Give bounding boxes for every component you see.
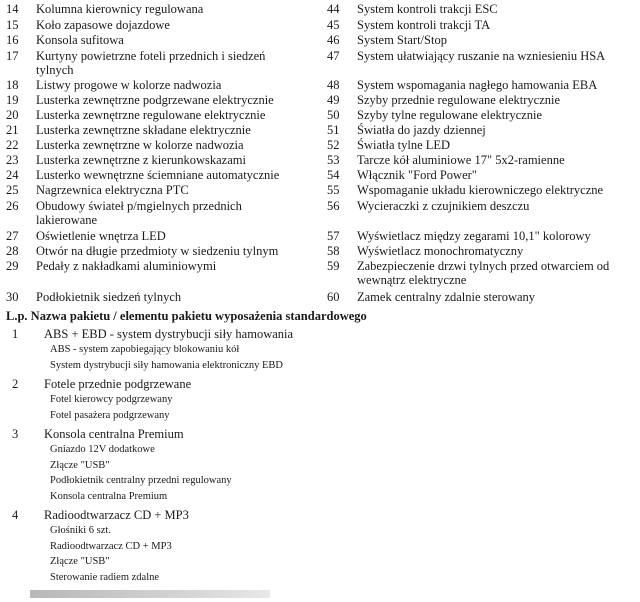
- item-text: Światła tylne LED: [357, 138, 451, 152]
- package-element: System dystrybucji siły hamowania elektroniczny EBD: [50, 359, 283, 371]
- item-text: Lusterka zewnętrzne podgrzewane elektrycznie: [36, 93, 274, 107]
- item-number: 17: [6, 49, 19, 63]
- equipment-row: [327, 168, 637, 182]
- equipment-row: [327, 229, 637, 243]
- cropped-bottom-line: [0, 588, 640, 602]
- package-element: Fotel kierowcy podgrzewany: [50, 394, 173, 405]
- item-text: Szyby tylne regulowane elektrycznie: [357, 108, 542, 122]
- item-text: Nagrzewnica elektryczna PTC: [36, 183, 189, 197]
- item-number: 53: [327, 153, 340, 167]
- item-text: Lusterko wewnętrzne ściemniane automatycznie: [36, 168, 280, 182]
- package-number: 2: [12, 377, 19, 391]
- equipment-row: [327, 123, 637, 137]
- equipment-row: [6, 244, 306, 258]
- package-element: Gniazdo 12V dodatkowe: [50, 444, 155, 455]
- item-text: Listwy progowe w kolorze nadwozia: [36, 78, 222, 92]
- item-number: 15: [6, 18, 19, 32]
- item-text: Wyświetlacz między zegarami 10,1" kolorowy: [357, 229, 591, 243]
- item-text: Obudowy świateł p/mgielnych przednich lakierowane: [36, 199, 242, 228]
- item-text: Wycieraczki z czujnikiem deszczu: [357, 199, 530, 213]
- item-text: Światła do jazdy dziennej: [357, 123, 486, 137]
- item-text: Zamek centralny zdalnie sterowany: [357, 290, 536, 304]
- item-number: 52: [327, 138, 340, 152]
- item-number: 24: [6, 168, 19, 182]
- item-number: 21: [6, 123, 19, 137]
- item-text: Koło zapasowe dojazdowe: [36, 18, 170, 32]
- item-text: Otwór na długie przedmioty w siedzeniu tylnym: [36, 244, 279, 258]
- item-text: Kolumna kierownicy regulowana: [36, 2, 204, 16]
- package-name: Radioodtwarzacz CD + MP3: [44, 508, 189, 522]
- item-number: 46: [327, 33, 340, 47]
- equipment-row: [327, 18, 637, 32]
- item-text: Lusterka zewnętrzne regulowane elektrycznie: [36, 108, 266, 122]
- item-number: 45: [327, 18, 340, 32]
- equipment-row: [327, 138, 637, 152]
- equipment-row: [327, 199, 637, 213]
- item-text: Oświetlenie wnętrza LED: [36, 229, 166, 243]
- item-number: 16: [6, 33, 19, 47]
- cropped-text-fragment: [30, 590, 270, 598]
- item-number: 51: [327, 123, 340, 137]
- item-number: 48: [327, 78, 340, 92]
- equipment-row: [6, 183, 306, 197]
- package-element: Złącze "USB": [50, 459, 110, 471]
- package-name: ABS + EBD - system dystrybucji siły hamowania: [44, 327, 294, 341]
- package-number: 4: [12, 508, 19, 522]
- item-text: Włącznik "Ford Power": [357, 168, 477, 182]
- package-name: Konsola centralna Premium: [44, 427, 184, 441]
- package-element: Fotel pasażera podgrzewany: [50, 409, 170, 421]
- item-text: Tarcze kół aluminiowe 17" 5x2-ramienne: [357, 153, 565, 167]
- item-text: Zabezpieczenie drzwi tylnych przed otwarciem od wewnątrz elektryczne: [357, 259, 610, 288]
- package-element: ABS - system zapobiegający blokowaniu kół: [50, 344, 240, 355]
- equipment-row: [6, 18, 306, 32]
- equipment-row: [327, 244, 637, 258]
- item-number: 60: [327, 290, 340, 304]
- item-number: 30: [6, 290, 19, 304]
- equipment-row: [6, 259, 306, 273]
- package-element: Radioodtwarzacz CD + MP3: [50, 540, 172, 552]
- equipment-row: [327, 78, 637, 92]
- equipment-row: [327, 49, 637, 63]
- item-text: System wspomagania nagłego hamowania EBA: [357, 78, 598, 92]
- item-number: 56: [327, 199, 340, 213]
- item-number: 59: [327, 259, 340, 273]
- item-number: 28: [6, 244, 19, 258]
- package-number: 1: [12, 327, 19, 341]
- item-text: Wyświetlacz monochromatyczny: [357, 244, 524, 258]
- item-text: Kurtyny powietrzne foteli przednich i siedzeń tylnych: [36, 49, 266, 78]
- equipment-row: [6, 153, 306, 167]
- package-element: Konsola centralna Premium: [50, 490, 168, 502]
- equipment-row: [6, 49, 306, 77]
- item-number: 57: [327, 229, 340, 243]
- equipment-row: [6, 33, 306, 47]
- equipment-row: [327, 93, 637, 107]
- package-element: Głośniki 6 szt.: [50, 525, 111, 536]
- item-number: 18: [6, 78, 19, 92]
- equipment-row: [327, 2, 637, 16]
- equipment-row: [6, 138, 306, 152]
- equipment-row: [6, 229, 306, 243]
- item-number: 19: [6, 93, 19, 107]
- item-text: Podłokietnik siedzeń tylnych: [36, 290, 182, 304]
- item-number: 50: [327, 108, 340, 122]
- equipment-row: [6, 123, 306, 137]
- item-text: Lusterka zewnętrzne składane elektrycznie: [36, 123, 251, 137]
- equipment-row: [327, 108, 637, 122]
- equipment-row: [6, 168, 306, 182]
- equipment-row: [327, 183, 637, 197]
- package-number: 3: [12, 427, 19, 441]
- package-name: Fotele przednie podgrzewane: [44, 377, 192, 391]
- equipment-row: [327, 153, 637, 167]
- item-number: 20: [6, 108, 19, 122]
- equipment-row: [327, 33, 637, 47]
- item-text: Pedały z nakładkami aluminiowymi: [36, 259, 217, 273]
- packages-heading: L.p. Nazwa pakietu / elementu pakietu wyposażenia standardowego: [6, 309, 367, 323]
- item-text: Szyby przednie regulowane elektrycznie: [357, 93, 561, 107]
- equipment-row: [6, 290, 306, 304]
- item-number: 29: [6, 259, 19, 273]
- package-element: Sterowanie radiem zdalne: [50, 571, 160, 583]
- equipment-row: [6, 2, 306, 16]
- item-number: 54: [327, 168, 340, 182]
- item-number: 22: [6, 138, 19, 152]
- item-text: System ułatwiający ruszanie na wzniesieniu HSA: [357, 49, 606, 63]
- item-number: 55: [327, 183, 340, 197]
- item-number: 49: [327, 93, 340, 107]
- package-row: [12, 327, 293, 342]
- item-text: Lusterka zewnętrzne w kolorze nadwozia: [36, 138, 244, 152]
- package-element: Podłokietnik centralny przedni regulowany: [50, 475, 232, 486]
- equipment-row: [6, 199, 306, 227]
- equipment-row: [6, 93, 306, 107]
- equipment-row: [6, 78, 306, 92]
- equipment-row: [327, 259, 637, 287]
- item-text: System kontroli trakcji TA: [357, 18, 491, 32]
- item-number: 27: [6, 229, 19, 243]
- item-number: 14: [6, 2, 19, 16]
- equipment-row: [327, 290, 637, 304]
- item-text: Lusterka zewnętrzne z kierunkowskazami: [36, 153, 246, 167]
- item-text: System kontroli trakcji ESC: [357, 2, 498, 16]
- item-text: System Start/Stop: [357, 33, 447, 47]
- package-row: [12, 508, 189, 523]
- equipment-row: [6, 108, 306, 122]
- item-text: Wspomaganie układu kierowniczego elektryczne: [357, 183, 604, 197]
- item-text: Konsola sufitowa: [36, 33, 124, 47]
- item-number: 58: [327, 244, 340, 258]
- item-number: 23: [6, 153, 19, 167]
- package-row: [12, 427, 184, 442]
- item-number: 26: [6, 199, 19, 213]
- package-element: Złącze "USB": [50, 556, 110, 567]
- package-row: [12, 377, 191, 392]
- item-number: 25: [6, 183, 19, 197]
- item-number: 44: [327, 2, 340, 16]
- item-number: 47: [327, 49, 340, 63]
